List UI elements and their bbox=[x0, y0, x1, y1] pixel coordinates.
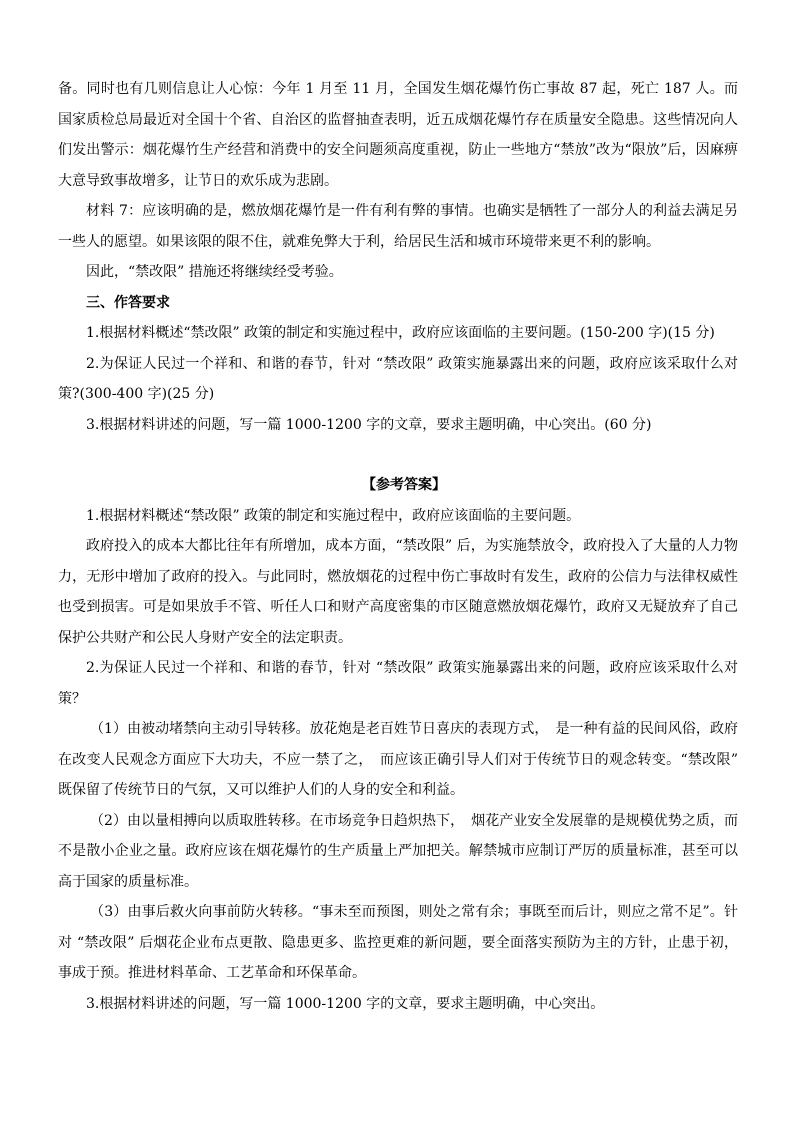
answer-question-3: 3.根据材料讲述的问题，写一篇 1000-1200 字的文章，要求主题明确，中心突出。 bbox=[86, 995, 605, 1012]
answer-2-point-1: （1）由被动堵禁向主动引导转移。放花炮是老百姓节日喜庆的表现方式， 是一种有益的民间风俗，政府在改变人民观念方面应下大功夫，不应一禁了之， 而应该正确引导人们对于传统节日的观念转变。“禁改限” 既保留了传统节日的气氛，又可以维护人们的人身的安全和利益。 bbox=[58, 721, 738, 798]
answer-2-point-3: （3）由事后救火向事前防火转移。“事未至而预图，则处之常有余；事既至而后计，则应之常不足”。针对 “禁改限” 后烟花企业布点更散、隐患更多、监控更难的新问题，要全面落实预防为主的方针，止患于初，事成于预。推进材料革命、工艺革命和环保革命。 bbox=[58, 904, 738, 981]
answer-2-point-2: （2）由以量相搏向以质取胜转移。在市场竞争日趋炽热下， 烟花产业安全发展靠的是规模优势之质，而不是散小企业之量。政府应该在烟花爆竹的生产质量上严加把关。解禁城市应制订严厉的质量标准，甚至可以高于国家的质量标准。 bbox=[58, 812, 738, 890]
requirements-heading: 三、作答要求 bbox=[86, 294, 170, 311]
material-conclusion: 因此，“禁改限” 措施还将继续经受考验。 bbox=[86, 264, 343, 280]
answer-question-1: 1.根据材料概述“禁改限” 政策的制定和实施过程中，政府应该面临的主要问题。 bbox=[86, 507, 581, 524]
material-7-paragraph: 材料 7：应该明确的是，燃放烟花爆竹是一件有利有弊的事情。也确实是牺牲了一部分人的利益去满足另一些人的愿望。如果该限的限不住，就难免弊大于利，给居民生活和城市环境带来更不利的影响。 bbox=[58, 203, 738, 250]
requirement-question-2: 2.为保证人民过一个祥和、和谐的春节，针对 “禁改限” 政策实施暴露出来的问题，政府应该采取什么对策?(300-400 字)(25 分) bbox=[58, 355, 738, 402]
requirement-question-3: 3.根据材料讲述的问题，写一篇 1000-1200 字的文章，要求主题明确，中心突出。(60 分) bbox=[86, 416, 652, 433]
material-paragraph-continued: 备。同时也有几则信息让人心惊：今年 1 月至 11 月，全国发生烟花爆竹伤亡事故 87 起，死亡 187 人。而国家质检总局最近对全国十个省、自治区的监督抽查表明，近五成烟花爆竹存在质量安全隐患。这些情况向人们发出警示：烟花爆竹生产经营和消费中的安全问题须高度重视，防止一些地方“禁放”改为“限放”后，因麻痹大意导致事故增多，让节日的欢乐成为悲剧。 bbox=[58, 81, 738, 189]
requirement-question-1: 1.根据材料概述“禁改限” 政策的制定和实施过程中，政府应该面临的主要问题。(150-200 字)(15 分) bbox=[86, 325, 715, 341]
section-spacer bbox=[58, 440, 738, 470]
answer-title: 【参考答案】 bbox=[362, 477, 446, 493]
document-page bbox=[58, 74, 738, 1019]
answer-question-2: 2.为保证人民过一个祥和、和谐的春节，针对 “禁改限” 政策实施暴露出来的问题，政府应该采取什么对策？ bbox=[58, 660, 738, 707]
answer-1-body: 政府投入的成本大都比往年有所增加，成本方面，“禁改限” 后，为实施禁放令，政府投入了大量的人力物力，无形中增加了政府的投入。与此同时，燃放烟花的过程中伤亡事故时有发生，政府的公信力与法律权威性也受到损害。可是如果放手不管、听任人口和财产高度密集的市区随意燃放烟花爆竹，政府又无疑放弃了自己保护公共财产和公民人身财产安全的法定职责。 bbox=[58, 538, 738, 646]
